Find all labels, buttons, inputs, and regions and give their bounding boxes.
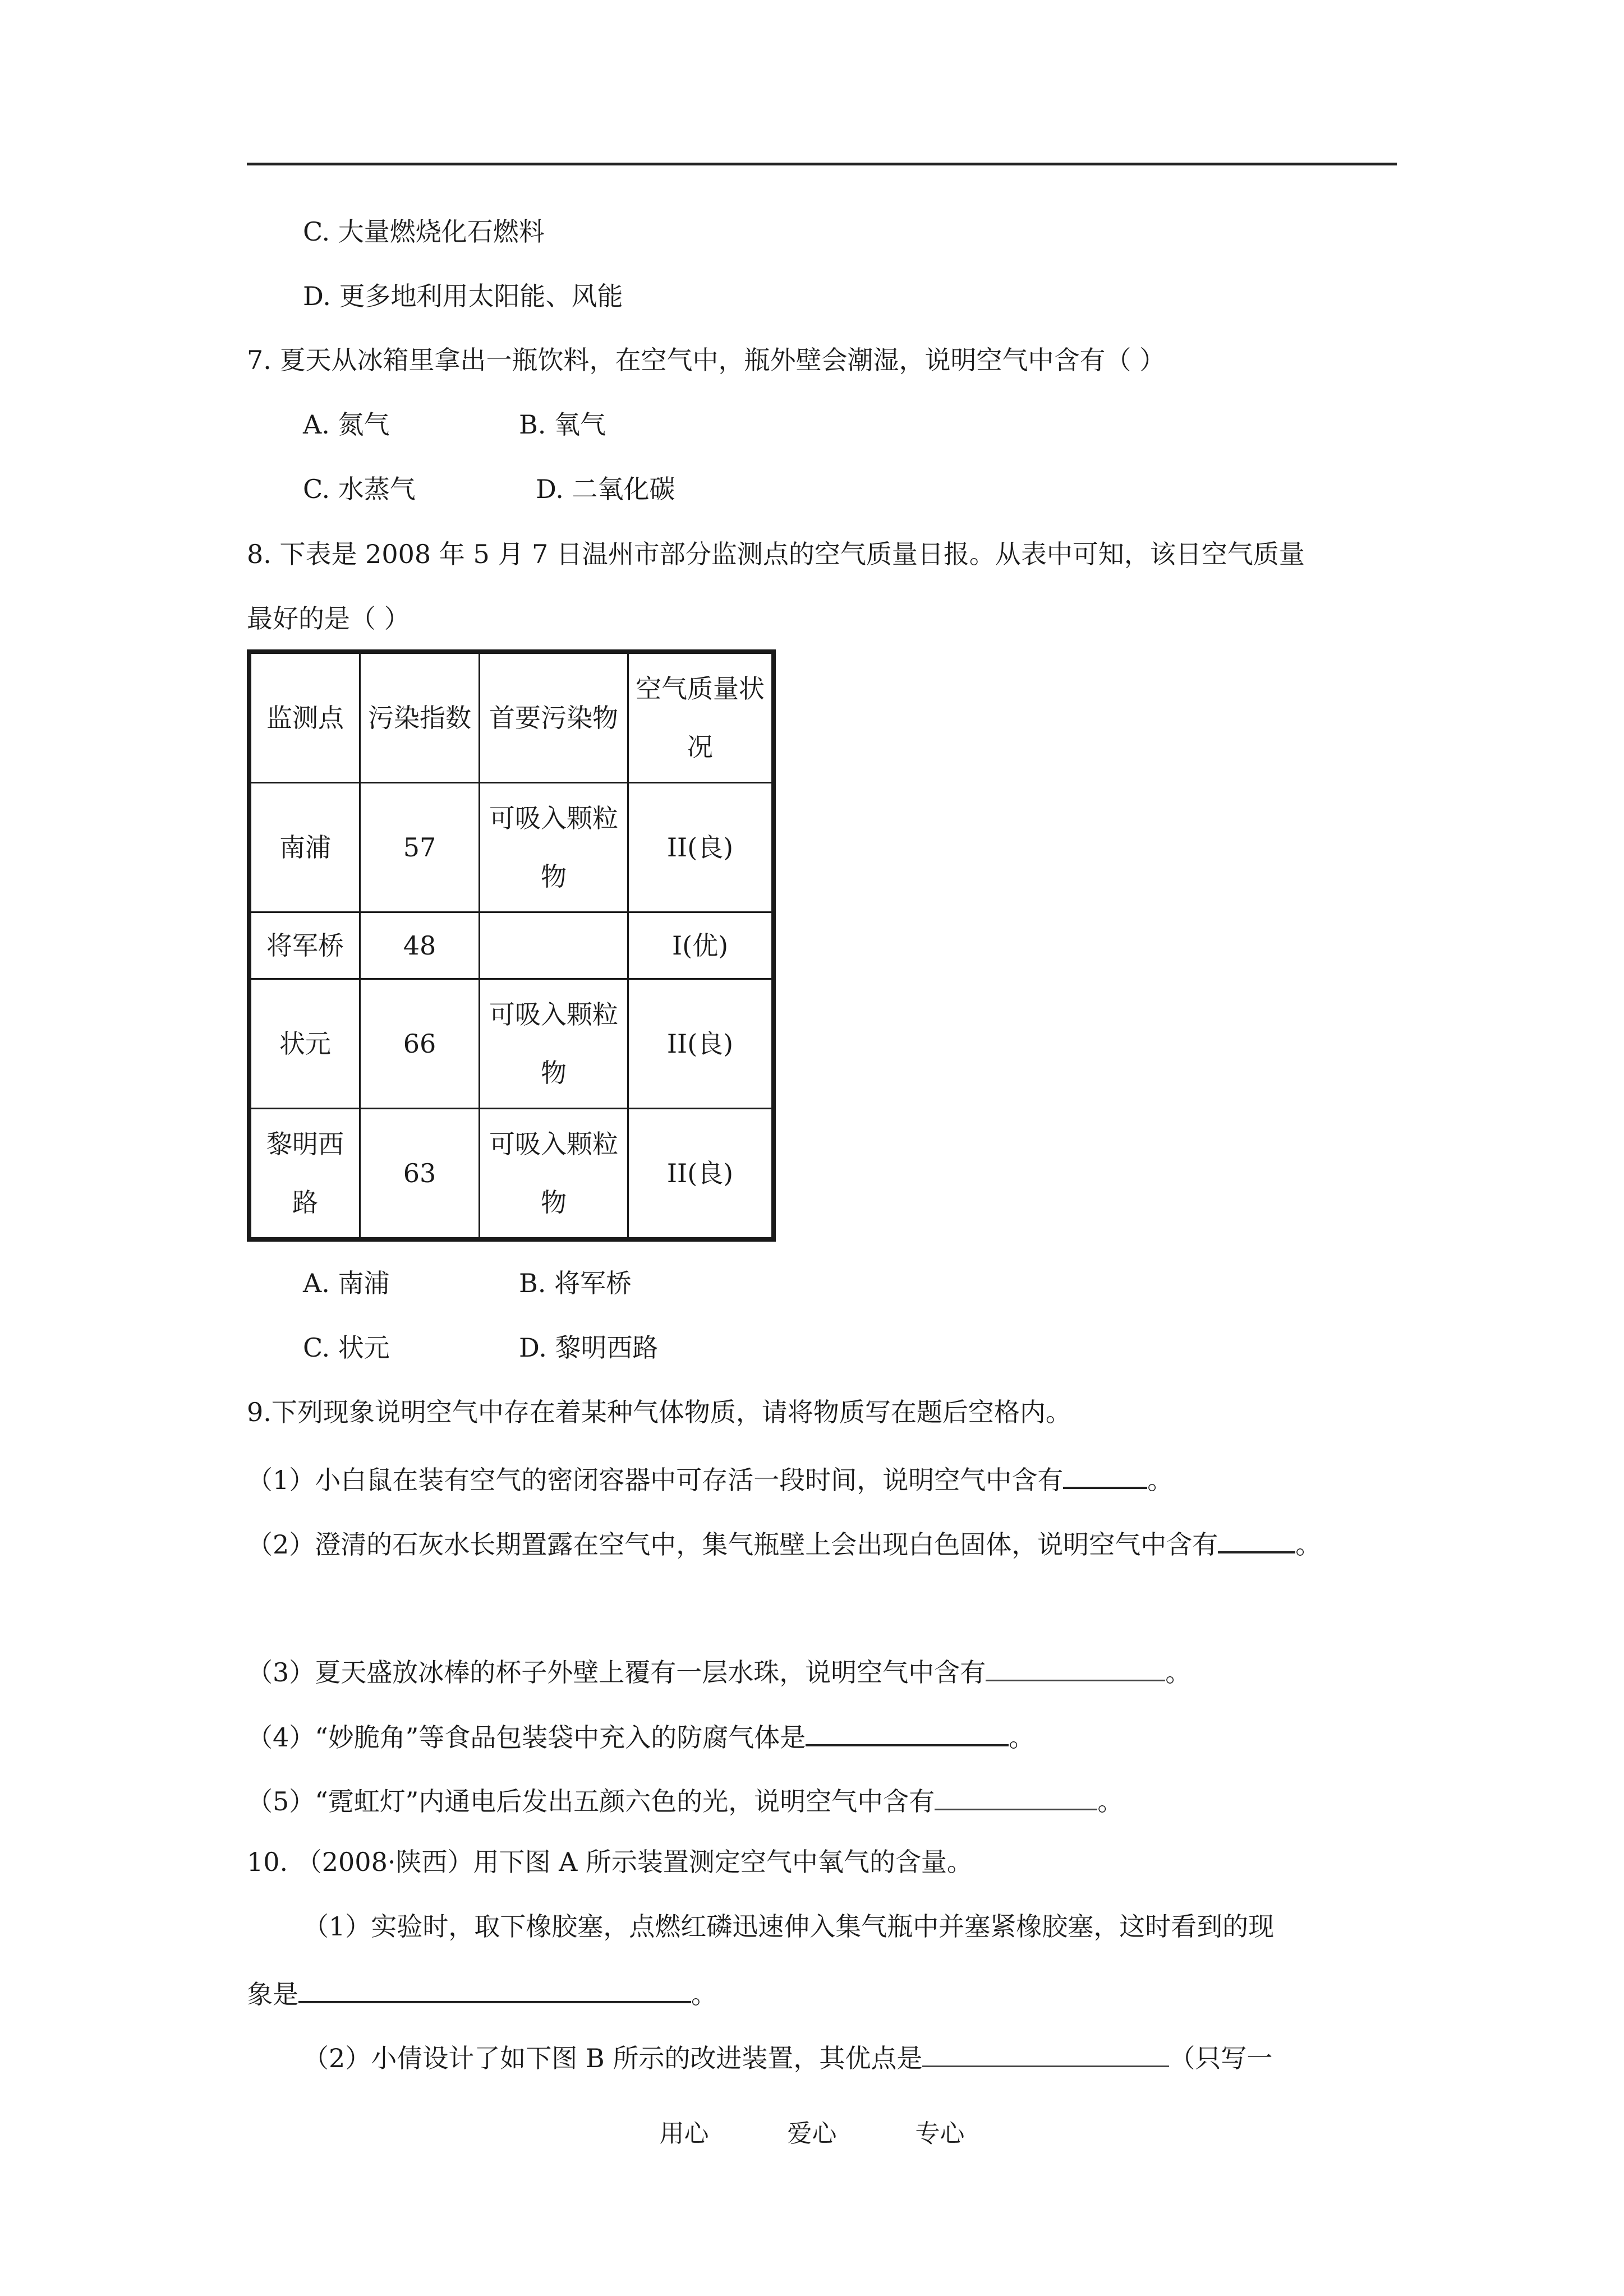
q9-sub2 xyxy=(247,1524,1321,1561)
q10-sub1-blank[interactable] xyxy=(298,1974,691,2003)
q8-stem-line1: 8. 下表是 2008 年 5 月 7 日温州市部分监测点的空气质量日报。从表中可知，该日空气质量 xyxy=(247,539,1305,569)
q10-sub2-blank[interactable] xyxy=(922,2039,1169,2067)
header-cell: 首要污染物 xyxy=(480,652,628,783)
q7-option-d: D. 二氧化碳 xyxy=(536,474,675,504)
table-row xyxy=(249,1109,774,1240)
table-cell: II(良) xyxy=(628,783,774,912)
header-cell: 空气质量状况 xyxy=(628,652,774,783)
q9-sub5-blank[interactable] xyxy=(935,1782,1097,1810)
q8-option-b: B. 将军桥 xyxy=(519,1268,632,1298)
footer-text: 爱心 xyxy=(787,2119,837,2148)
q8-option-a: A. 南浦 xyxy=(303,1268,390,1298)
q9-sub2-end: 。 xyxy=(1295,1529,1322,1560)
table-cell: II(良) xyxy=(628,979,774,1109)
table-cell: 黎明西路 xyxy=(249,1109,360,1240)
q10-sub2-tail: （只写一 xyxy=(1169,2043,1273,2073)
q8-option-d: D. 黎明西路 xyxy=(519,1333,659,1363)
table-cell: 48 xyxy=(360,912,480,979)
table-cell: 状元 xyxy=(249,979,360,1109)
q9-sub4-text: （4）“妙脆角”等食品包装袋中充入的防腐气体是 xyxy=(247,1722,806,1753)
q9-sub5-end: 。 xyxy=(1097,1786,1124,1816)
table-cell: 可吸入颗粒物 xyxy=(480,979,628,1109)
table-cell: 66 xyxy=(360,979,480,1109)
q9-sub2-text: （2）澄清的石灰水长期置露在空气中，集气瓶壁上会出现白色固体，说明空气中含有 xyxy=(247,1529,1218,1560)
page-footer xyxy=(0,2113,1624,2149)
q9-sub3-blank[interactable] xyxy=(986,1653,1165,1681)
q9-sub1-text: （1）小白鼠在装有空气的密闭容器中可存活一段时间，说明空气中含有 xyxy=(247,1465,1064,1495)
q9-sub3 xyxy=(247,1653,1191,1689)
table-cell: 可吸入颗粒物 xyxy=(480,1109,628,1240)
air-quality-table xyxy=(247,649,776,1242)
q10-sub2 xyxy=(303,2039,1272,2075)
table-cell xyxy=(480,912,628,979)
q10-sub1-lead: 象是 xyxy=(247,1979,298,2009)
q9-sub1-blank[interactable] xyxy=(1063,1460,1147,1489)
q6-option-c: C. 大量燃烧化石燃料 xyxy=(303,216,545,247)
table-cell: 南浦 xyxy=(249,783,360,912)
header-cell: 污染指数 xyxy=(360,652,480,783)
q9-sub2-blank[interactable] xyxy=(1218,1524,1295,1553)
q10-sub1-line1: （1）实验时，取下橡胶塞，点燃红磷迅速伸入集气瓶中并塞紧橡胶塞，这时看到的现 xyxy=(303,1911,1275,1942)
footer-text: 专心 xyxy=(915,2119,965,2148)
q7-option-c: C. 水蒸气 xyxy=(303,474,416,504)
q6-option-d: D. 更多地利用太阳能、风能 xyxy=(303,281,623,311)
table-header-row xyxy=(249,652,774,783)
q9-sub1 xyxy=(247,1460,1173,1497)
q9-sub4 xyxy=(247,1717,1034,1754)
q9-sub3-text: （3）夏天盛放冰棒的杯子外壁上覆有一层水珠，说明空气中含有 xyxy=(247,1657,986,1688)
q7-option-b: B. 氧气 xyxy=(519,409,606,440)
q9-sub3-end: 。 xyxy=(1165,1657,1191,1688)
header-cell: 监测点 xyxy=(249,652,360,783)
table-cell: 将军桥 xyxy=(249,912,360,979)
q9-sub4-blank[interactable] xyxy=(806,1717,1009,1746)
q10-stem: 10. （2008·陕西）用下图 A 所示装置测定空气中氧气的含量。 xyxy=(247,1847,973,1877)
footer-text: 用心 xyxy=(659,2119,709,2148)
table-cell: 63 xyxy=(360,1109,480,1240)
q8-stem-line2: 最好的是（ ） xyxy=(247,603,410,634)
table-cell: 可吸入颗粒物 xyxy=(480,783,628,912)
table-cell: II(良) xyxy=(628,1109,774,1240)
table-cell: I(优) xyxy=(628,912,774,979)
q9-sub4-end: 。 xyxy=(1009,1722,1035,1753)
q9-sub5-text: （5）“霓虹灯”内通电后发出五颜六色的光，说明空气中含有 xyxy=(247,1786,935,1816)
table-row xyxy=(249,912,774,979)
q9-sub1-end: 。 xyxy=(1147,1465,1174,1495)
q7-stem: 7. 夏天从冰箱里拿出一瓶饮料，在空气中，瓶外壁会潮湿，说明空气中含有（ ） xyxy=(247,345,1166,375)
header-rule xyxy=(247,163,1397,165)
table-cell: 57 xyxy=(360,783,480,912)
q10-sub2-text: （2）小倩设计了如下图 B 所示的改进装置，其优点是 xyxy=(303,2043,923,2073)
q10-sub1-line2 xyxy=(247,1974,717,2011)
table-row xyxy=(249,783,774,912)
q10-sub1-end: 。 xyxy=(691,1979,717,2009)
q9-stem: 9.下列现象说明空气中存在着某种气体物质，请将物质写在题后空格内。 xyxy=(247,1397,1071,1427)
q7-option-a: A. 氮气 xyxy=(303,409,390,440)
q9-sub5 xyxy=(247,1782,1123,1818)
table-row xyxy=(249,979,774,1109)
q8-option-c: C. 状元 xyxy=(303,1333,390,1363)
